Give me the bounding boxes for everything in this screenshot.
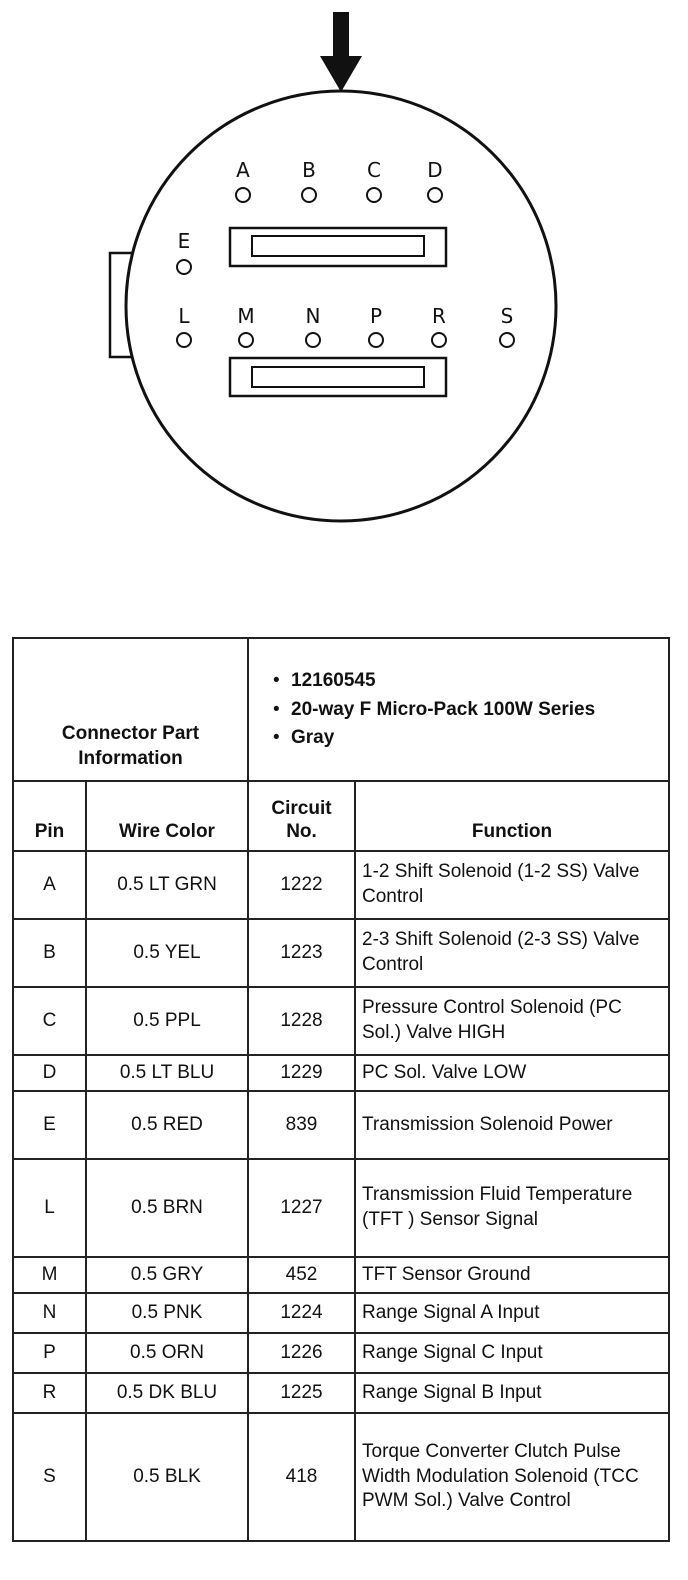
wire-color-cell: 0.5 RED	[86, 1091, 248, 1159]
circuit-no-cell: 1222	[248, 851, 355, 919]
pin-cell: L	[13, 1159, 86, 1257]
function-header: Function	[355, 781, 669, 851]
function-cell: Transmission Solenoid Power	[355, 1091, 669, 1159]
pin-label-l: L	[178, 304, 190, 328]
wire-color-cell: 0.5 BLK	[86, 1413, 248, 1541]
circuit-header-line1: Circuit	[271, 798, 332, 820]
table-row	[13, 1293, 669, 1333]
pin-cell: R	[13, 1373, 86, 1413]
wire-color-cell: 0.5 LT BLU	[86, 1055, 248, 1091]
connector-part-information-label	[13, 638, 248, 781]
pin-cell: C	[13, 987, 86, 1055]
wire-color-cell: 0.5 ORN	[86, 1333, 248, 1373]
pin-cell: B	[13, 919, 86, 987]
pin-label-c: C	[367, 158, 381, 182]
connector-type: • 20-way F Micro-Pack 100W Series	[291, 697, 660, 723]
circuit-no-cell: 1229	[248, 1055, 355, 1091]
function-cell: Range Signal A Input	[355, 1293, 669, 1333]
pin-label-n: N	[305, 304, 321, 328]
connector-color: • Gray	[291, 725, 660, 751]
pin-terminal-p	[369, 333, 383, 347]
pin-terminal-n	[306, 333, 320, 347]
pin-terminal-e	[177, 260, 191, 274]
wire-color-cell: 0.5 LT GRN	[86, 851, 248, 919]
circuit-no-cell: 1225	[248, 1373, 355, 1413]
table-row	[13, 919, 669, 987]
wire-color-header: Wire Color	[86, 781, 248, 851]
pin-terminal-c	[367, 188, 381, 202]
circuit-no-cell: 1223	[248, 919, 355, 987]
terminal-slot-upper-inner	[252, 236, 424, 256]
table-row	[13, 1413, 669, 1541]
circuit-no-cell: 839	[248, 1091, 355, 1159]
pin-cell: E	[13, 1091, 86, 1159]
pin-cell: S	[13, 1413, 86, 1541]
pin-header: Pin	[13, 781, 86, 851]
connector-part-details	[248, 638, 669, 781]
pin-terminal-m	[239, 333, 253, 347]
wire-color-cell: 0.5 GRY	[86, 1257, 248, 1293]
wire-color-cell: 0.5 PNK	[86, 1293, 248, 1333]
circuit-no-cell: 1226	[248, 1333, 355, 1373]
header-row	[13, 781, 669, 851]
info-row	[13, 638, 669, 781]
terminal-slot-lower-inner	[252, 367, 424, 387]
pin-label-s: S	[500, 304, 514, 328]
pin-terminal-l	[177, 333, 191, 347]
function-cell: TFT Sensor Ground	[355, 1257, 669, 1293]
wire-color-cell: 0.5 BRN	[86, 1159, 248, 1257]
pin-terminal-a	[236, 188, 250, 202]
circuit-no-cell: 1227	[248, 1159, 355, 1257]
connector-pinout-table	[12, 637, 670, 1542]
pin-label-r: R	[432, 304, 446, 328]
table-row	[13, 1159, 669, 1257]
table-row	[13, 1257, 669, 1293]
pin-label-b: B	[302, 158, 316, 182]
function-cell: 1-2 Shift Solenoid (1-2 SS) Valve Control	[355, 851, 669, 919]
function-cell: 2-3 Shift Solenoid (2-3 SS) Valve Control	[355, 919, 669, 987]
circuit-header-line2: No.	[286, 821, 317, 843]
pin-cell: P	[13, 1333, 86, 1373]
circuit-no-cell: 1224	[248, 1293, 355, 1333]
wire-color-cell: 0.5 DK BLU	[86, 1373, 248, 1413]
part-number: • 12160545	[291, 668, 660, 694]
table-row	[13, 1055, 669, 1091]
circuit-no-cell: 418	[248, 1413, 355, 1541]
table-row	[13, 987, 669, 1055]
pin-terminal-b	[302, 188, 316, 202]
pin-cell: A	[13, 851, 86, 919]
function-cell: Transmission Fluid Temperature (TFT ) Sensor Signal	[355, 1159, 669, 1257]
wire-color-cell: 0.5 PPL	[86, 987, 248, 1055]
arrow-down-icon	[320, 12, 362, 92]
pin-label-e: E	[177, 229, 191, 253]
connector-outline	[126, 91, 556, 521]
table-row	[13, 1091, 669, 1159]
pin-cell: N	[13, 1293, 86, 1333]
pin-label-m: M	[237, 304, 255, 328]
wire-color-cell: 0.5 YEL	[86, 919, 248, 987]
pin-cell: M	[13, 1257, 86, 1293]
function-cell: Range Signal C Input	[355, 1333, 669, 1373]
pin-terminal-s	[500, 333, 514, 347]
pin-cell: D	[13, 1055, 86, 1091]
circuit-no-cell: 452	[248, 1257, 355, 1293]
pin-label-p: P	[369, 304, 383, 328]
circuit-no-cell: 1228	[248, 987, 355, 1055]
table-row	[13, 851, 669, 919]
pin-terminal-d	[428, 188, 442, 202]
pin-terminal-r	[432, 333, 446, 347]
pin-label-a: A	[236, 158, 250, 182]
info-label-line2: Information	[78, 748, 183, 770]
pin-label-d: D	[427, 158, 443, 182]
info-label-line1: Connector Part	[61, 722, 200, 744]
function-cell: Pressure Control Solenoid (PC Sol.) Valve HIGH	[355, 987, 669, 1055]
function-cell: Torque Converter Clutch Pulse Width Modulation Solenoid (TCC PWM Sol.) Valve Control	[355, 1413, 669, 1541]
table-row	[13, 1373, 669, 1413]
connector-face-diagram	[0, 0, 688, 600]
table-row	[13, 1333, 669, 1373]
function-cell: PC Sol. Valve LOW	[355, 1055, 669, 1091]
circuit-no-header	[248, 781, 355, 851]
function-cell: Range Signal B Input	[355, 1373, 669, 1413]
